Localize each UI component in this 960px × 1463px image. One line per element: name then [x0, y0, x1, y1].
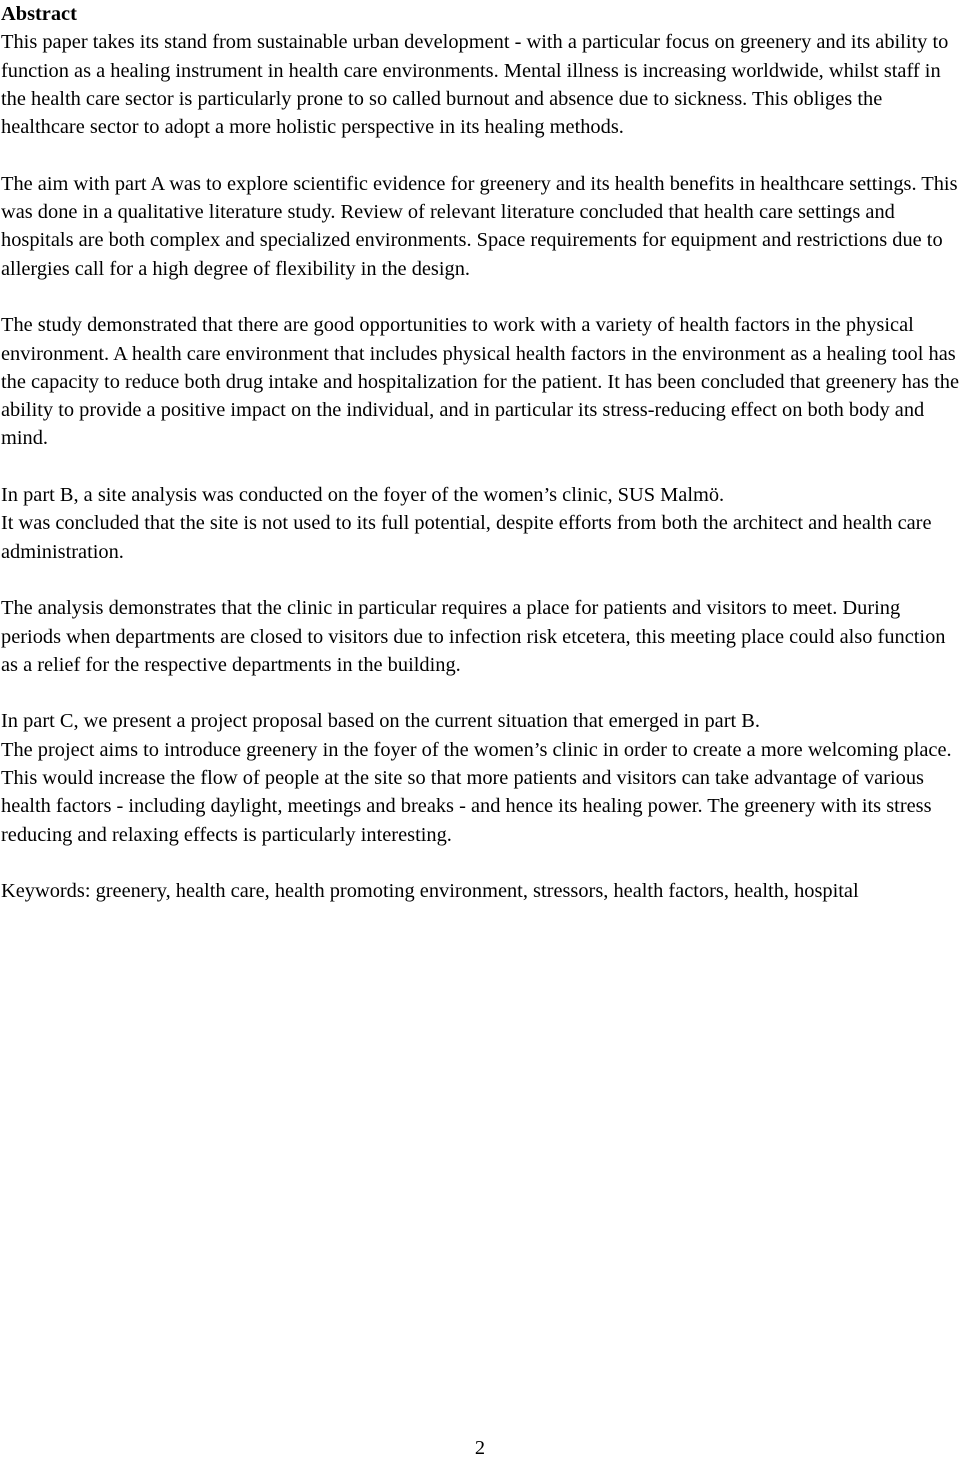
abstract-section	[1, 0, 959, 906]
paragraph-part-b: In part B, a site analysis was conducted on the foyer of the women’s clinic, SUS Malmö. It was concluded that the site is not used to its full potential, despite efforts from both the architect and health care administration.	[1, 484, 932, 563]
abstract-heading: Abstract	[1, 3, 77, 25]
paragraph-introduction: This paper takes its stand from sustainable urban development - with a particular focus on greenery and its ability to function as a healing instrument in health care environments. Mental illness is increasing worldwide, whilst staff in the health care sector is particularly prone to so called burnout and absence due to sickness. This obliges the healthcare sector to adopt a more holistic perspective in its healing methods.	[1, 31, 949, 139]
paragraph-study-findings: The study demonstrated that there are good opportunities to work with a variety of health factors in the physical environment. A health care environment that includes physical health factors in the environment as a healing tool has the capacity to reduce both drug intake and hospitalization for the patient. It has been concluded that greenery has the ability to provide a positive impact on the individual, and in particular its stress-reducing effect on both body and mind.	[1, 314, 960, 450]
paragraph-analysis: The analysis demonstrates that the clinic in particular requires a place for patients and visitors to meet. During periods when departments are closed to visitors due to infection risk etcetera, this meeting place could also function as a relief for the respective departments in the building.	[1, 597, 946, 676]
paragraph-part-c: In part C, we present a project proposal based on the current situation that emerged in part B. The project aims to introduce greenery in the foyer of the women’s clinic in order to create a more welcoming place. This would increase the flow of people at the site so that more patients and visitors can take advantage of various health factors - including daylight, meetings and breaks - and hence its healing power. The greenery with its stress reducing and relaxing effects is particularly interesting.	[1, 710, 952, 846]
keywords-paragraph: Keywords: greenery, health care, health promoting environment, stressors, health factors, health, hospital	[1, 880, 859, 903]
paragraph-part-a: The aim with part A was to explore scientific evidence for greenery and its health benefits in healthcare settings. This was done in a qualitative literature study. Review of relevant literature concluded that health care settings and hospitals are both complex and specialized environments. Space requirements for equipment and restrictions due to allergies call for a high degree of flexibility in the design.	[1, 172, 958, 280]
page-number: 2	[474, 1437, 486, 1459]
